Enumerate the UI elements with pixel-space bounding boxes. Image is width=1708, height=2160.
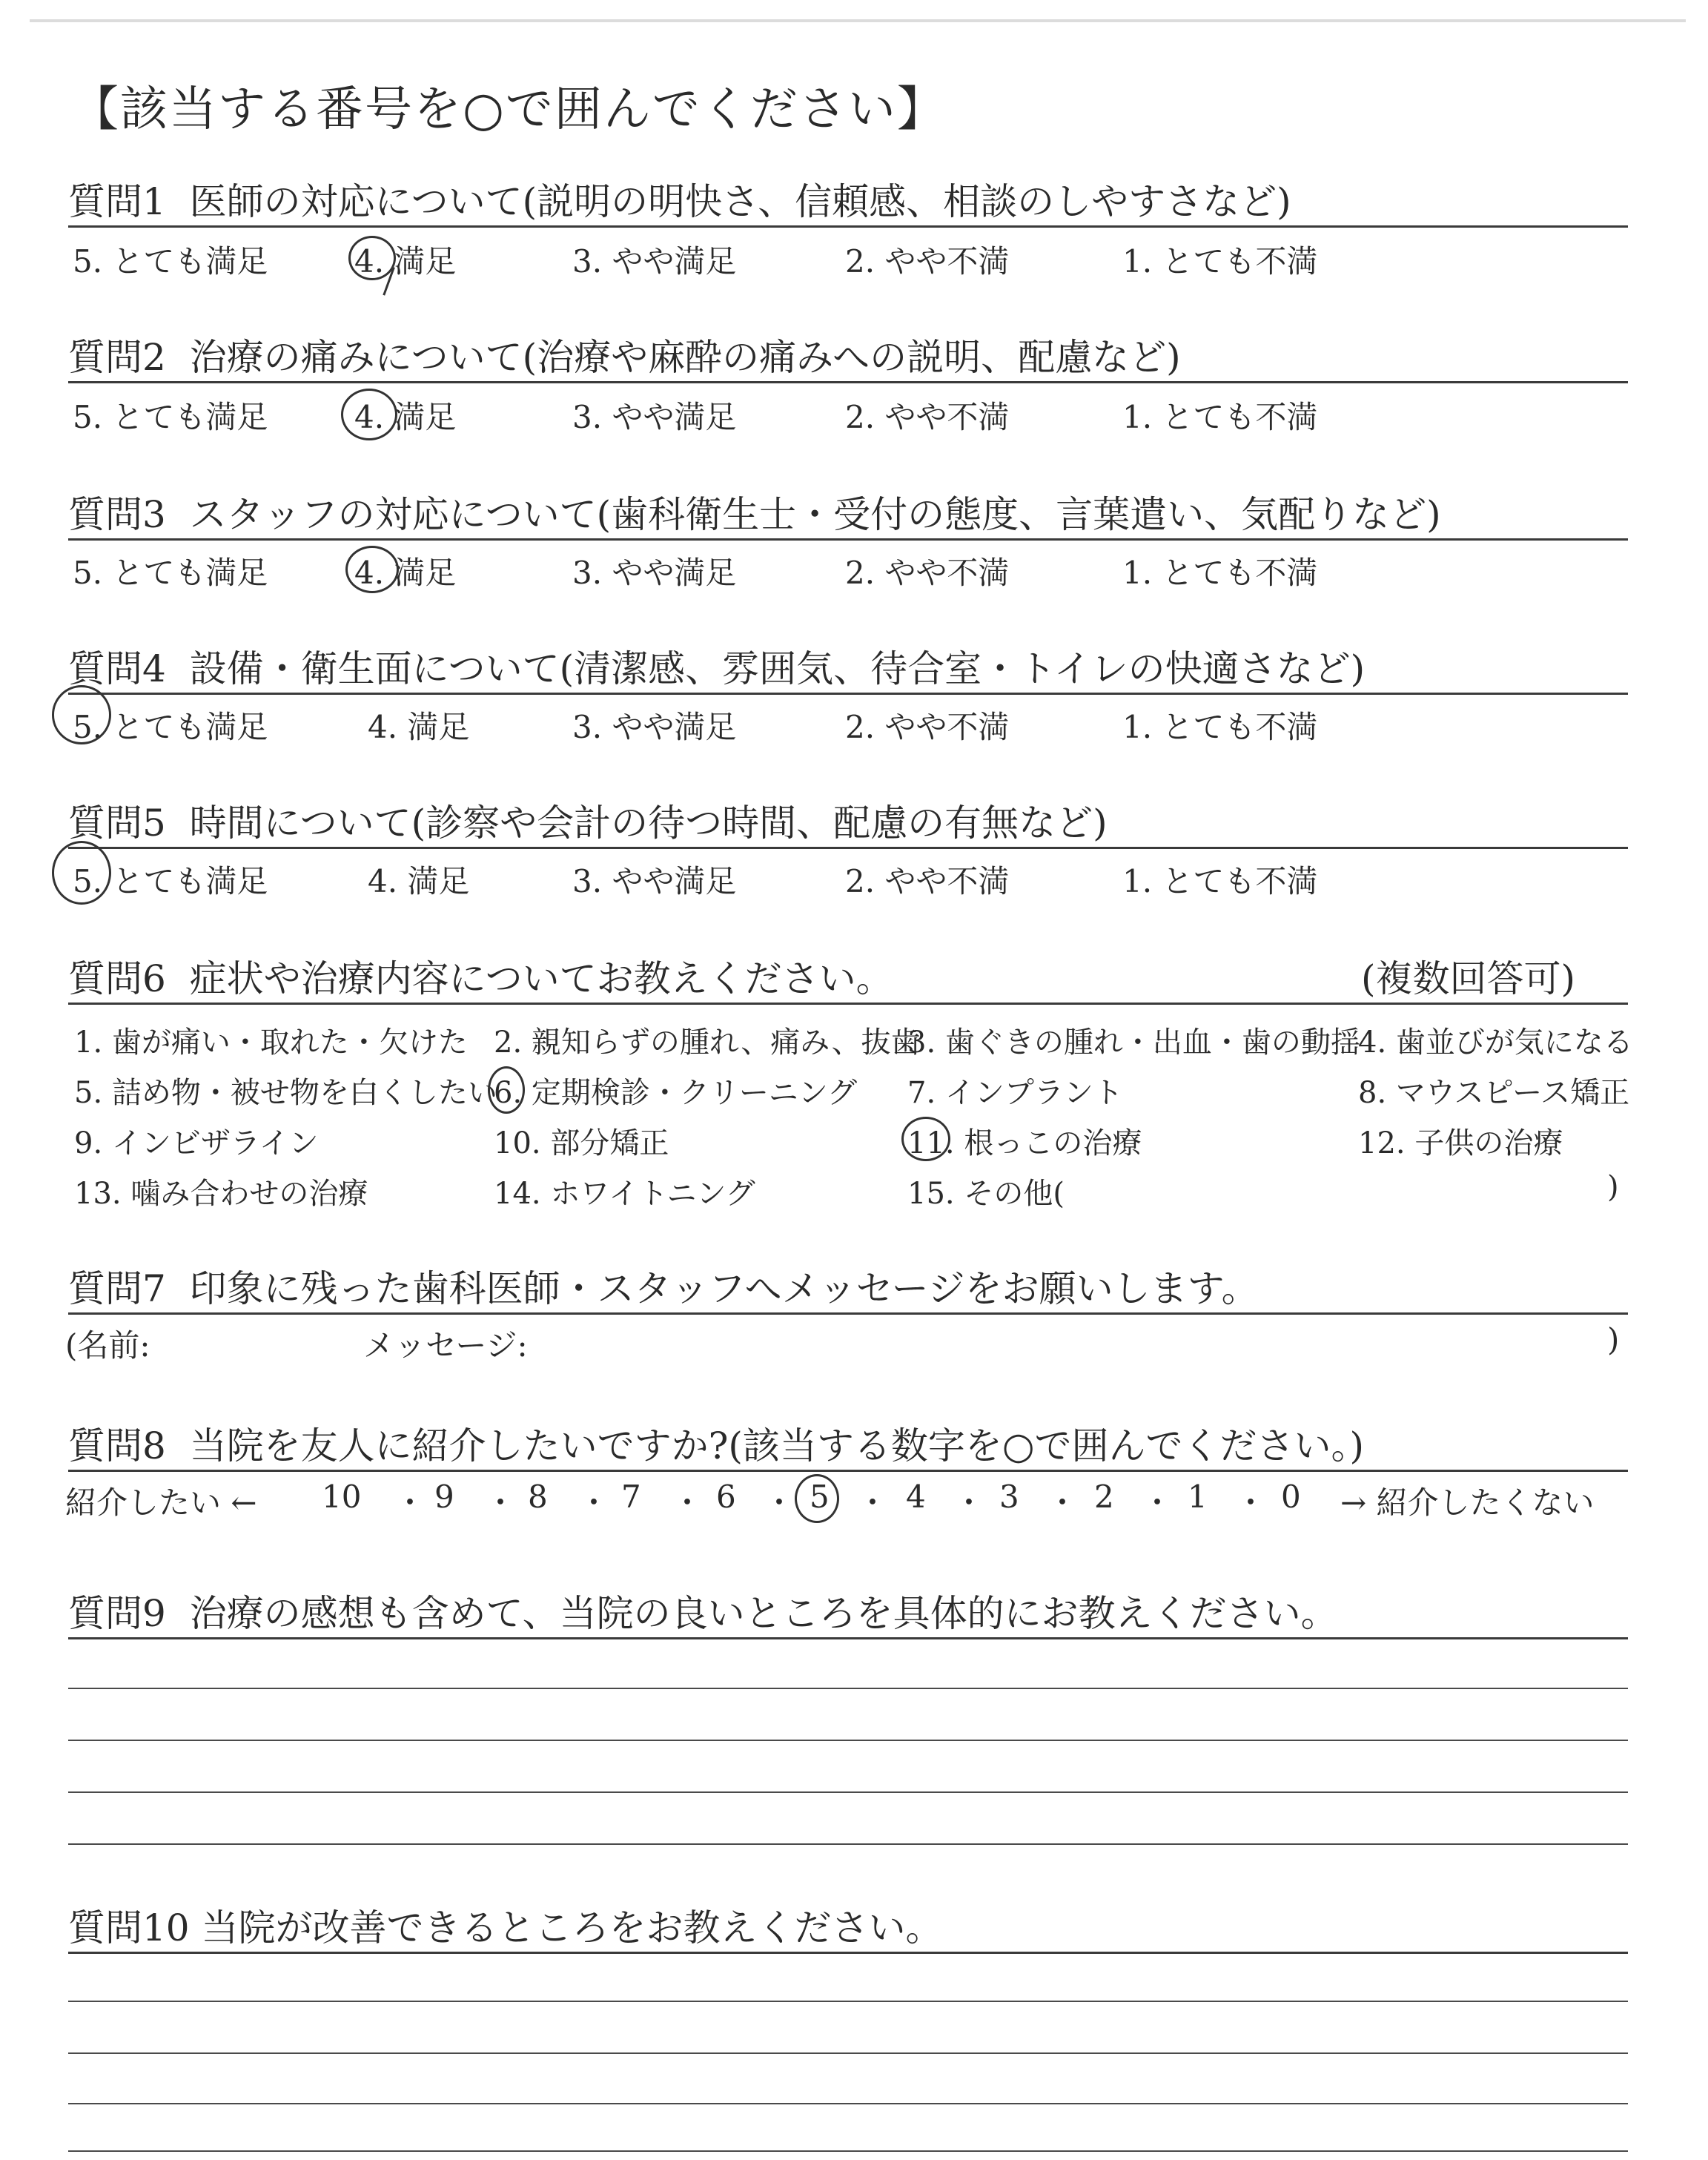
q8-scale-8[interactable]: 8 <box>528 1479 548 1515</box>
question-1-rule <box>68 225 1628 228</box>
q8-sep: ・ <box>578 1484 610 1521</box>
question-8-text: 当院を友人に紹介したいですか?(該当する数字を○で囲んでください。) <box>189 1424 1365 1467</box>
question-10-text: 当院が改善できるところをお教えください。 <box>201 1906 943 1949</box>
question-7-rule <box>68 1312 1628 1315</box>
q5-option-2[interactable]: 2. やや不満 <box>845 863 1010 899</box>
question-5-title <box>68 793 1108 847</box>
q1-option-2[interactable]: 2. やや不満 <box>845 243 1010 280</box>
question-10-title <box>68 1898 943 1952</box>
q9-answer-line[interactable] <box>68 1791 1628 1793</box>
question-4-label: 質問4 <box>68 647 166 690</box>
question-10-rule <box>68 1952 1628 1954</box>
q8-sep: ・ <box>485 1484 517 1521</box>
question-9-text: 治療の感想も含めて、当院の良いところを具体的にお教えください。 <box>189 1592 1338 1635</box>
question-2-title <box>68 328 1181 381</box>
q3-option-4[interactable]: 4. 満足 <box>354 555 457 591</box>
q6-option-15[interactable]: 15. その他( <box>907 1177 1065 1211</box>
q8-selection-circle <box>795 1474 839 1523</box>
q8-scale-0[interactable]: 0 <box>1281 1479 1301 1515</box>
question-2-rule <box>68 381 1628 383</box>
q4-selection-circle <box>52 685 111 744</box>
q8-sep: ・ <box>764 1484 795 1521</box>
question-6-rule <box>68 1003 1628 1005</box>
q8-scale-6[interactable]: 6 <box>716 1479 736 1515</box>
q5-selection-circle <box>52 841 111 905</box>
q6-option-7[interactable]: 7. インプラント <box>907 1076 1123 1110</box>
question-1-title <box>68 172 1291 225</box>
q3-selection-circle <box>345 546 399 593</box>
q5-option-4[interactable]: 4. 満足 <box>368 863 470 899</box>
q1-selection-circle <box>348 236 396 280</box>
q8-sep: ・ <box>857 1484 889 1521</box>
q6-option-1[interactable]: 1. 歯が痛い・取れた・欠けた <box>74 1025 468 1060</box>
q3-option-5[interactable]: 5. とても満足 <box>73 555 268 591</box>
q5-option-3[interactable]: 3. やや満足 <box>572 863 737 899</box>
q6-option-14[interactable]: 14. ホワイトニング <box>494 1177 755 1211</box>
question-1-label: 質問1 <box>68 180 166 223</box>
q6-option-11[interactable]: 11. 根っこの治療 <box>907 1126 1142 1160</box>
q3-option-3[interactable]: 3. やや満足 <box>572 555 737 591</box>
q8-scale-1[interactable]: 1 <box>1188 1479 1208 1515</box>
q8-scale-7[interactable]: 7 <box>621 1479 641 1515</box>
q7-close-paren: ) <box>1607 1321 1620 1358</box>
q9-answer-line[interactable] <box>68 1740 1628 1741</box>
q6-option-4[interactable]: 4. 歯並びが気になる <box>1358 1025 1633 1060</box>
q8-sep: ・ <box>1047 1484 1079 1521</box>
question-3-title <box>68 485 1441 538</box>
q8-left-label: 紹介したい ← <box>65 1484 257 1521</box>
q6-option-12[interactable]: 12. 子供の治療 <box>1358 1126 1563 1160</box>
question-1-text: 医師の対応について(説明の明快さ、信頼感、相談のしやすさなど) <box>189 180 1291 223</box>
q8-scale-9[interactable]: 9 <box>434 1479 454 1515</box>
q6-option-10[interactable]: 10. 部分矯正 <box>494 1126 669 1160</box>
q7-name-label: (名前: <box>65 1327 150 1364</box>
question-8-rule <box>68 1470 1628 1472</box>
question-9-title <box>68 1584 1338 1637</box>
question-8-title <box>68 1416 1364 1470</box>
q2-selection-circle <box>341 389 397 440</box>
q4-option-1[interactable]: 1. とても不満 <box>1122 709 1318 745</box>
q7-message-label: メッセージ: <box>363 1327 528 1364</box>
q9-answer-line[interactable] <box>68 1843 1628 1845</box>
q1-option-5[interactable]: 5. とても満足 <box>73 243 268 280</box>
question-3-label: 質問3 <box>68 493 166 536</box>
q1-option-1[interactable]: 1. とても不満 <box>1122 243 1318 280</box>
question-10-label: 質問10 <box>68 1906 190 1949</box>
question-8-label: 質問8 <box>68 1424 166 1467</box>
q2-option-5[interactable]: 5. とても満足 <box>73 399 268 435</box>
q8-sep: ・ <box>1235 1484 1267 1521</box>
scan-edge <box>30 19 1686 22</box>
question-9-label: 質問9 <box>68 1592 166 1635</box>
question-7-text: 印象に残った歯科医師・スタッフへメッセージをお願いします。 <box>189 1267 1259 1310</box>
q6-selection-circle-6 <box>488 1066 525 1114</box>
q6-option-13[interactable]: 13. 噛み合わせの治療 <box>74 1177 368 1211</box>
question-6-title <box>68 949 893 1003</box>
q1-option-3[interactable]: 3. やや満足 <box>572 243 737 280</box>
q6-selection-circle-11 <box>901 1117 950 1161</box>
q6-other-close-paren: ) <box>1607 1170 1619 1204</box>
q6-option-3[interactable]: 3. 歯ぐきの腫れ・出血・歯の動揺 <box>907 1025 1360 1060</box>
q6-option-2[interactable]: 2. 親知らずの腫れ、痛み、抜歯 <box>494 1025 921 1060</box>
q6-option-6[interactable]: 6. 定期検診・クリーニング <box>494 1076 858 1110</box>
q4-option-3[interactable]: 3. やや満足 <box>572 709 737 745</box>
q9-answer-line[interactable] <box>68 1688 1628 1689</box>
q10-answer-line[interactable] <box>68 2103 1628 2104</box>
q5-option-1[interactable]: 1. とても不満 <box>1122 863 1318 899</box>
q4-option-4[interactable]: 4. 満足 <box>368 709 470 745</box>
q3-option-1[interactable]: 1. とても不満 <box>1122 555 1318 591</box>
question-2-text: 治療の痛みについて(治療や麻酔の痛みへの説明、配慮など) <box>189 336 1181 379</box>
q2-option-4[interactable]: 4. 満足 <box>354 399 457 435</box>
question-7-label: 質問7 <box>68 1267 166 1310</box>
question-6-note: (複数回答可) <box>1361 957 1576 1000</box>
q8-scale-4[interactable]: 4 <box>906 1479 926 1515</box>
q8-scale-10[interactable]: 10 <box>322 1479 362 1515</box>
q5-option-5[interactable]: 5. とても満足 <box>73 863 268 899</box>
question-4-title <box>68 639 1365 693</box>
page-title: 【該当する番号を○で囲んでください】 <box>71 82 946 137</box>
q8-sep: ・ <box>953 1484 985 1521</box>
question-2-label: 質問2 <box>68 336 166 379</box>
q8-scale-5[interactable]: 5 <box>810 1479 830 1515</box>
q2-option-2[interactable]: 2. やや不満 <box>845 399 1010 435</box>
question-7-title <box>68 1259 1259 1312</box>
q2-option-1[interactable]: 1. とても不満 <box>1122 399 1318 435</box>
q10-answer-line[interactable] <box>68 2052 1628 2054</box>
question-3-rule <box>68 538 1628 541</box>
q1-option-4[interactable]: 4. 満足 <box>354 243 457 280</box>
q8-sep: ・ <box>394 1484 426 1521</box>
q8-scale-2[interactable]: 2 <box>1094 1479 1114 1515</box>
question-4-rule <box>68 693 1628 695</box>
question-5-label: 質問5 <box>68 802 166 845</box>
q8-sep: ・ <box>672 1484 704 1521</box>
question-5-rule <box>68 847 1628 849</box>
question-4-text: 設備・衛生面について(清潔感、雰囲気、待合室・トイレの快適さなど) <box>189 647 1366 690</box>
q4-option-5[interactable]: 5. とても満足 <box>73 709 268 745</box>
question-6-text: 症状や治療内容についてお教えください。 <box>189 957 893 1000</box>
q8-sep: ・ <box>1142 1484 1174 1521</box>
q3-option-2[interactable]: 2. やや不満 <box>845 555 1010 591</box>
q6-option-8[interactable]: 8. マウスピース矯正 <box>1358 1076 1630 1110</box>
q6-option-9[interactable]: 9. インビザライン <box>74 1126 319 1160</box>
q8-right-label: → 紹介したくない <box>1340 1484 1595 1521</box>
q8-scale-3[interactable]: 3 <box>999 1479 1019 1515</box>
question-6-label: 質問6 <box>68 957 166 1000</box>
q10-answer-line[interactable] <box>68 2150 1628 2152</box>
question-9-rule <box>68 1637 1628 1639</box>
q10-answer-line[interactable] <box>68 2001 1628 2002</box>
q2-option-3[interactable]: 3. やや満足 <box>572 399 737 435</box>
question-3-text: スタッフの対応について(歯科衛生士・受付の態度、言葉遣い、気配りなど) <box>189 493 1441 536</box>
question-5-text: 時間について(診察や会計の待つ時間、配慮の有無など) <box>189 802 1108 845</box>
q6-option-5[interactable]: 5. 詰め物・被せ物を白くしたい <box>74 1076 497 1110</box>
q4-option-2[interactable]: 2. やや不満 <box>845 709 1010 745</box>
